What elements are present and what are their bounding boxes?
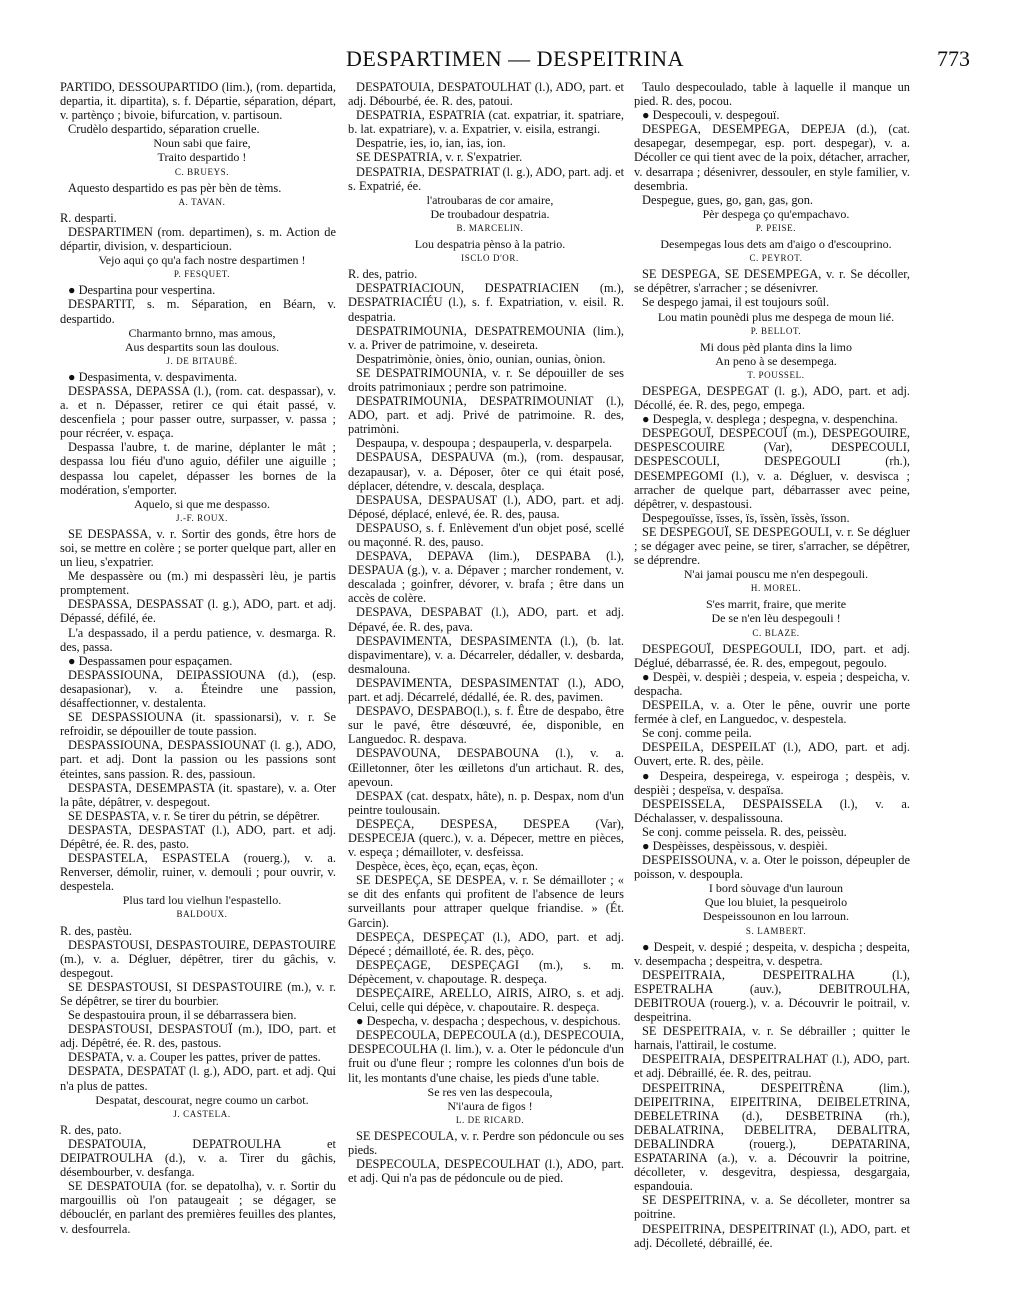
dictionary-entry: DESPASSIOUNA, DESPASSIOUNAT (l. g.), ADO, part. et adj. Dont la passion ou les passions sont éteintes, sans passion. R. des, passioun. [60, 738, 336, 781]
citation-author: H. MOREL. [750, 583, 802, 594]
citation-verse: Noun sabi que faire, [153, 136, 251, 151]
dictionary-entry: DESPATOUIA, DEPATROULHA et DEIPATROULHA (d.), v. a. Tirer du gâchis, désembourber, v. desfanga. [60, 1136, 336, 1180]
citation-author: B. MARCELIN. [456, 222, 524, 233]
citation-author: C. BLAZE. [752, 627, 800, 638]
citation-author: C. PEYROT. [749, 253, 803, 264]
dictionary-entry: DESPEILA, DESPEILAT (l.), ADO, part. et adj. Ouvert, erte. R. des, pèile. [634, 740, 910, 769]
dictionary-entry: DESPAVA, DESPABAT (l.), ADO, part. et adj. Dépavé, ée. R. des, pava. [348, 605, 624, 634]
dictionary-entry: DESPASSIOUNA, DEIPASSIOUNA (d.), (esp. desapasionar), v. a. Éteindre une passion, désaffectionner, v. destalenta. [60, 667, 336, 711]
dictionary-entry: DESPEÇAIRE, ARELLO, AIRIS, AIRO, s. et adj. Celui, celle qui dépèce, v. chapoutaire. R. despeça. [348, 986, 624, 1015]
dictionary-entry: ● Despegla, v. desplega ; despegna, v. despenchina. [642, 412, 898, 427]
dictionary-entry: DESPATOUIA, DESPATOULHAT (l.), ADO, part. et adj. Débourbé, ée. R. des, patoui. [348, 80, 624, 109]
dictionary-entry: ● Despeira, despeirega, v. espeiroga ; despèis, v. despièi ; despeïsa, v. despaïsa. [634, 768, 910, 797]
dictionary-entry: DESPECOULA, DEPECOULA (d.), DESPECOUIA, DESPECOULHA (l. lim.), v. a. Oter le pédoncule d'un fruit ou d'une fleur ; rompre les colonnes d'un bois de lit, les montants d'une chaise, les pieds d'une table. [348, 1028, 624, 1085]
column-1 [60, 80, 336, 1280]
dictionary-entry: DESPEÇA, DESPESA, DESPEA (Var), DESPECEJA (querc.), v. a. Dépecer, mettre en pièces, v. espeça ; démailloter, v. desfeissa. [348, 816, 624, 860]
citation-verse: Vejo aqui ço qu'a fach nostre despartimen ! [98, 253, 306, 268]
dictionary-entry: DESPEGOUÏ, DESPEGOULI, IDO, part. et adj. Déglué, débarrassé, ée. R. des, empegout, pegoulo. [634, 641, 910, 670]
dictionary-entry: Despatrie, ies, io, ian, ias, ion. [356, 136, 506, 151]
dictionary-entry: Taulo despecoulado, table à laquelle il manque un pied. R. des, pocou. [634, 80, 910, 109]
dictionary-entry: DESPATRIMOUNIA, DESPATRIMOUNIAT (l.), ADO, part. et adj. Privé de patrimoine. R. des, patrimòni. [348, 394, 624, 437]
dictionary-entry: DESPAUSA, DESPAUVA (m.), (rom. despausar, dezapausar), v. a. Déposer, ôter ce qui était posé, déplacer, détendre, v. descala, desplaça. [348, 450, 624, 493]
citation-author: L. DE RICARD. [455, 1114, 525, 1125]
dictionary-entry: DESPEISSOUNA, v. a. Oter le poisson, dépeupler de poisson, v. despoupla. [634, 853, 910, 882]
page-number: 773 [937, 46, 970, 71]
dictionary-entry: Se conj. comme peissela. R. des, peissèu. [642, 824, 847, 839]
dictionary-entry: DESPEITRAIA, DESPEITRALHA (l.), ESPETRALHA (auv.), DEBITROULHA, DEBITROUA (rouerg.), v. a. Découvrir le poitrail, v. despeitrina. [634, 967, 910, 1025]
running-title: DESPARTIMEN — DESPEITRINA [346, 46, 684, 71]
dictionary-entry: R. des, pato. [60, 1122, 122, 1137]
dictionary-entry: DESPEÇA, DESPEÇAT (l.), ADO, part. et adj. Dépecé ; démailloté, ée. R. des, pèço. [348, 929, 624, 958]
citation-verse: Desempegas lous dets am d'aigo o d'escouprino. [660, 237, 892, 252]
dictionary-entry: DESPEÇAGE, DESPEÇAGI (m.), s. m. Dépècement, v. chapoutage. R. despeça. [348, 957, 624, 986]
citation-author: J. DE BITAUBÉ. [166, 355, 238, 366]
dictionary-entry: Se despego jamai, il est toujours soûl. [642, 295, 830, 310]
dictionary-entry: Despegouïsse, ïsses, ïs, ïssèn, ïssès, ïsson. [642, 510, 850, 525]
dictionary-entry: DESPEISSELA, DESPAISSELA (l.), v. a. Déchalasser, v. despalissouna. [634, 796, 910, 825]
citation-author: P. PEISE. [755, 222, 797, 233]
citation-verse: N'ai jamai pouscu me n'en despegouli. [683, 567, 869, 582]
citation-verse: Mi dous pèd planta dins la limo [700, 339, 852, 354]
dictionary-entry: DESPATRIMOUNIA, DESPATREMOUNIA (lim.), v. a. Priver de patrimoine, v. deseireta. [348, 323, 624, 352]
dictionary-entry: DESPEITRINA, DESPEITRINAT (l.), ADO, part. et adj. Décolleté, débraillé, ée. [634, 1221, 910, 1250]
dictionary-entry: Se conj. comme peila. [642, 726, 752, 741]
citation-verse: Pèr despega ço qu'empachavo. [702, 206, 850, 221]
column-2 [348, 80, 624, 1280]
dictionary-entry: ● Despecouli, v. despegouï. [642, 108, 780, 123]
dictionary-entry: ● Despèisses, despèissous, v. despièi. [642, 838, 828, 853]
dictionary-entry: DESPARTIMEN (rom. departimen), s. m. Action de départir, division, v. desparticioun. [60, 224, 336, 254]
dictionary-entry: SE DESPASTOUSI, SI DESPASTOUIRE (m.), v. r. Se dépêtrer, se tirer du bourbier. [60, 979, 336, 1008]
dictionary-entry: DESPARTIT, s. m. Séparation, en Béarn, v. despartido. [60, 297, 336, 326]
citation-verse: l'atroubaras de cor amaire, [426, 192, 554, 207]
dictionary-entry: R. desparti. [60, 210, 117, 225]
dictionary-entry: DESPECOULA, DESPECOULHAT (l.), ADO, part. et adj. Qui n'a pas de pédoncule ou de pied. [348, 1157, 624, 1186]
dictionary-entry: SE DESPASSA, v. r. Sortir des gonds, être hors de soi, se mettre en colère ; se porter quelque part, aller en un lieu, s'expatrier. [60, 526, 336, 570]
dictionary-entry: DESPASTOUSI, DESPASTOUIRE, DEPASTOUIRE (m.), v. a. Dégluer, dépêtrer, tirer du gâchis, v. despegout. [60, 937, 336, 980]
dictionary-entry: SE DESPEÇA, SE DESPEA, v. r. Se démailloter ; « se dit des enfants qui profitent de l'absence de leurs surveillants pour attraper quelque friandise. » (Ét. Garcin). [348, 873, 624, 930]
column-3 [634, 80, 910, 1280]
dictionary-entry: SE DESPATRIA, v. r. S'expatrier. [356, 150, 523, 165]
citation-verse: Lou despatria pènso à la patrio. [414, 237, 566, 252]
dictionary-entry: DESPATRIA, DESPATRIAT (l. g.), ADO, part. adj. et s. Expatrié, ée. [348, 164, 624, 193]
dictionary-entry: SE DESPASSIOUNA (it. spassionarsi), v. r. Se refroidir, se dépouiller de toute passion. [60, 710, 336, 739]
citation-verse: N'i'aura de figos ! [447, 1098, 533, 1113]
dictionary-entry: ● Despecha, v. despacha ; despechous, v. despichous. [356, 1014, 621, 1029]
dictionary-entry: SE DESPECOULA, v. r. Perdre son pédoncule ou ses pieds. [348, 1128, 624, 1158]
dictionary-entry: Crudèlo despartido, séparation cruelle. [68, 122, 260, 137]
dictionary-entry: DESPAVO, DESPABO(l.), s. f. Être de despabo, être sur le pavé, être désœuvré, ée, disponible, en Languedoc. R. despava. [348, 704, 624, 747]
citation-verse: An peno à se desempega. [715, 353, 837, 368]
dictionary-entry: DESPAVOUNA, DESPABOUNA (l.), v. a. Œilletonner, ôter les œilletons d'un artichaut. R. des, apevoun. [348, 746, 624, 789]
dictionary-entry: DESPEGA, DESEMPEGA, DEPEJA (d.), (cat. desapegar, desempegar, esp. port. despegar), v. a. Décoller ce qui tient avec de la poix, détacher, arracher, v. desarrapa ; désenivrer, dessouler, en style familier, v. desembria. [634, 122, 910, 193]
dictionary-entry: DESPASTELA, ESPASTELA (rouerg.), v. a. Renverser, démolir, ruiner, v. demouli ; pour ouvrir, v. despestela. [60, 851, 336, 894]
citation-verse: Se res ven las despecoula, [427, 1084, 553, 1099]
dictionary-entry: DESPAUSA, DESPAUSAT (l.), ADO, part. et adj. Déposé, déplacé, enlevé, ée. R. des, pausa. [348, 492, 624, 521]
citation-author: T. POUSSEL. [747, 369, 805, 380]
dictionary-entry: L'a despassado, il a perdu patience, v. desmarga. R. des, passa. [60, 625, 336, 654]
dictionary-entry: Aquesto despartido es pas pèr bèn de tèms. [68, 180, 282, 195]
page-header [60, 46, 970, 76]
citation-author: J. CASTELA. [173, 1108, 231, 1119]
dictionary-entry: ● Despèi, v. despièi ; despeia, v. espeia ; despeicha, v. despacha. [634, 669, 910, 698]
dictionary-entry: SE DESPEITRINA, v. a. Se décolleter, montrer sa poitrine. [634, 1193, 910, 1222]
citation-author: C. BRUEYS. [174, 166, 230, 177]
dictionary-entry: DESPASSA, DESPASSAT (l. g.), ADO, part. et adj. Dépassé, défilé, ée. [60, 597, 336, 626]
citation-verse: Plus tard lou vielhun l'espastello. [122, 893, 282, 908]
citation-author: P. BELLOT. [750, 325, 802, 336]
dictionary-entry: DESPEITRAIA, DESPEITRALHAT (l.), ADO, part. et adj. Débraillé, ée. R. des, peitrau. [634, 1052, 910, 1081]
dictionary-entry: DESPEGOUÏ, DESPECOUÏ (m.), DESPEGOUIRE, DESPESCOUIRE (Var), DESPECOULI, DESPESCOULI, DESPEGOULI (rh.), DESEMPEGOMI (l.), v. a. Dégluer, v. desvisca ; arracher de quelque part, débarrasser avec peine, dépêtrer, v. despastousi. [634, 426, 910, 511]
citation-verse: Que lou bluiet, la pesqueirolo [704, 895, 848, 910]
citation-verse: Aquelo, si que me despasso. [134, 496, 270, 511]
dictionary-entry: SE DESPASTA, v. r. Se tirer du pétrin, se dépêtrer. [68, 808, 320, 823]
dictionary-entry: SE DESPEGOUÏ, SE DESPEGOULI, v. r. Se dégluer ; se dégager avec peine, se tirer, s'arracher, se dépêtrer, se déprendre. [634, 524, 910, 568]
citation-author: P. FESQUET. [173, 269, 231, 280]
citation-author: J.-F. ROUX. [176, 512, 228, 523]
dictionary-entry: DESPEILA, v. a. Oter le pêne, ouvrir une porte fermée à clef, en Languedoc, v. despestela. [634, 698, 910, 727]
dictionary-entry: Despatrimònie, ònies, ònio, ounian, ounias, ònion. [356, 351, 606, 366]
dictionary-entry: ● Despassamen pour espaçamen. [68, 653, 233, 668]
citation-verse: S'es marrit, fraire, que merite [705, 597, 847, 612]
dictionary-entry: SE DESPATOUIA (for. se depatolha), v. r. Sortir du margouillis où l'on pataugeait ; se dégager, se débouclér, en parlant des premières feuilles des plantes, v. desfourrela. [60, 1179, 336, 1236]
dictionary-entry: Se despastouira proun, il se débarrassera bien. [68, 1008, 297, 1023]
dictionary-entry: DESPATA, DESPATAT (l. g.), ADO, part. et adj. Qui n'a plus de pattes. [60, 1064, 336, 1093]
dictionary-entry: ● Despasimenta, v. despavimenta. [68, 369, 238, 384]
dictionary-entry: DESPATRIA, ESPATRIA (cat. expatriar, it. spatriare, b. lat. expatriare), v. a. Expatrier, v. eisila, estrangi. [348, 108, 624, 137]
dictionary-entry: SE DESPEITRAIA, v. r. Se débrailler ; quitter le harnais, l'attirail, le costume. [634, 1024, 910, 1053]
dictionary-entry: DESPATRIACIOUN, DESPATRIACIEN (m.), DESPATRIACIÉU (l.), s. f. Expatriation, v. eisil. R. despatria. [348, 281, 624, 324]
citation-verse: Traito despartido ! [157, 150, 247, 165]
citation-verse: Charmanto brnno, mas amous, [128, 325, 276, 340]
citation-verse: Aus despartits soun las doulous. [124, 339, 280, 354]
citation-verse: Despatat, descourat, negre coumo un carbot. [95, 1092, 309, 1107]
citation-verse: Lou matin pounèdi plus me despega de moun lié. [657, 309, 895, 324]
dictionary-entry: ● Despeit, v. despié ; despeita, v. despicha ; despeita, v. desempacha ; despeitra, v. despetra. [634, 939, 910, 968]
citation-author: BALDOUX. [176, 909, 228, 920]
dictionary-entry: Me despassère ou (m.) mi despassèri lèu, je partis promptement. [60, 569, 336, 598]
citation-author: S. LAMBERT. [745, 925, 807, 936]
citation-author: A. TAVAN. [178, 196, 226, 207]
dictionary-entry: R. des, patrio. [348, 267, 418, 282]
dictionary-entry: DESPASTA, DESEMPASTA (it. spastare), v. a. Oter la pâte, dépâtrer, v. despegout. [60, 780, 336, 809]
dictionary-entry: Despassa l'aubre, t. de marine, déplanter le mât ; despassa lou fiéu d'uno aguio, défiler une aiguille ; despassa lou capelet, dépasser les bornes de la modération, s'emporter. [60, 440, 336, 497]
dictionary-entry: PARTIDO, DESSOUPARTIDO (lim.), (rom. departida, departia, it. dipartita), s. f. Départie, séparation, départ, v. partènço ; bivoie, bifurcation, v. partisoun. [60, 80, 336, 123]
citation-verse: Despeissounon en lou larroun. [703, 909, 849, 924]
dictionary-entry: SE DESPEGA, SE DESEMPEGA, v. r. Se décoller, se dépêtrer, s'arracher ; se désenivrer. [634, 267, 910, 296]
dictionary-entry: DESPAX (cat. despatx, hâte), n. p. Despax, nom d'un peintre toulousain. [348, 788, 624, 817]
dictionary-entry: DESPASSA, DEPASSA (l.), (rom. cat. despassar), v. a. et n. Dépasser, retirer ce qui était passé, v. descenfiela ; pour passer outre, surpasser, v. passa ; pour récréer, v. espaça. [60, 383, 336, 441]
dictionary-entry: Despaupa, v. despoupa ; despauperla, v. desparpela. [356, 436, 613, 451]
dictionary-entry: Despèce, èces, èço, eçan, eças, èçon. [356, 859, 538, 874]
dictionary-entry: DESPAVIMENTA, DESPASIMENTAT (l.), ADO, part. et adj. Décarrelé, dédallé, ée. R. des, pavimen. [348, 675, 624, 705]
citation-author: ISCLO D'OR. [461, 253, 519, 264]
dictionary-entry: DESPEITRINA, DESPEITRÈNA (lim.), DEIPEITRINA, EIPEITRINA, DEIBELETRINA, DEBELETRINA (d.), DESBETRINA (rh.), DEBALATRINA, DEBELITRA, DEBALITRA, DEBALINDRA (rouerg.), DEPATARINA, ESPATARINA (a.), v. a. Découvrir la poitrine, décolleter, v. desgevitra, despiessa, desgargaia, espandouia. [634, 1080, 910, 1194]
dictionary-entry: DESPASTA, DESPASTAT (l.), ADO, part. et adj. Dépêtré, ée. R. des, pasto. [60, 822, 336, 851]
dictionary-entry: ● Despartina pour vespertina. [68, 283, 216, 298]
dictionary-entry: SE DESPATRIMOUNIA, v. r. Se dépouiller de ses droits patrimoniaux ; perdre son patrimoine. [348, 365, 624, 394]
dictionary-entry: DESPAVIMENTA, DESPASIMENTA (l.), (b. lat. dispavimentare), v. a. Décarreler, dédaller, v. desbarda, desmalouna. [348, 633, 624, 676]
citation-verse: De troubadour despatria. [430, 206, 550, 221]
dictionary-entry: DESPATA, v. a. Couper les pattes, priver de pattes. [68, 1050, 321, 1065]
dictionary-entry: DESPEGA, DESPEGAT (l. g.), ADO, part. et adj. Décollé, ée. R. des, pego, empega. [634, 383, 910, 413]
dictionary-entry: DESPAUSO, s. f. Enlèvement d'un objet posé, scellé ou maçonné. R. des, pauso. [348, 520, 624, 549]
dictionary-entry: Despegue, gues, go, gan, gas, gon. [642, 192, 814, 207]
citation-verse: De se n'en lèu despegouli ! [711, 611, 841, 626]
citation-verse: I bord sòuvage d'un lauroun [708, 881, 844, 896]
dictionary-entry: DESPAVA, DEPAVA (lim.), DESPABA (l.), DESPAUA (g.), v. a. Dépaver ; marcher rondement, v. descalada ; goinfrer, dévorer, v. brafa ; être dans un accès de colère. [348, 549, 624, 606]
dictionary-entry: DESPASTOUSI, DESPASTOUÏ (m.), IDO, part. et adj. Dépêtré, ée. R. des, pastous. [60, 1022, 336, 1051]
dictionary-entry: R. des, pastèu. [60, 923, 132, 938]
